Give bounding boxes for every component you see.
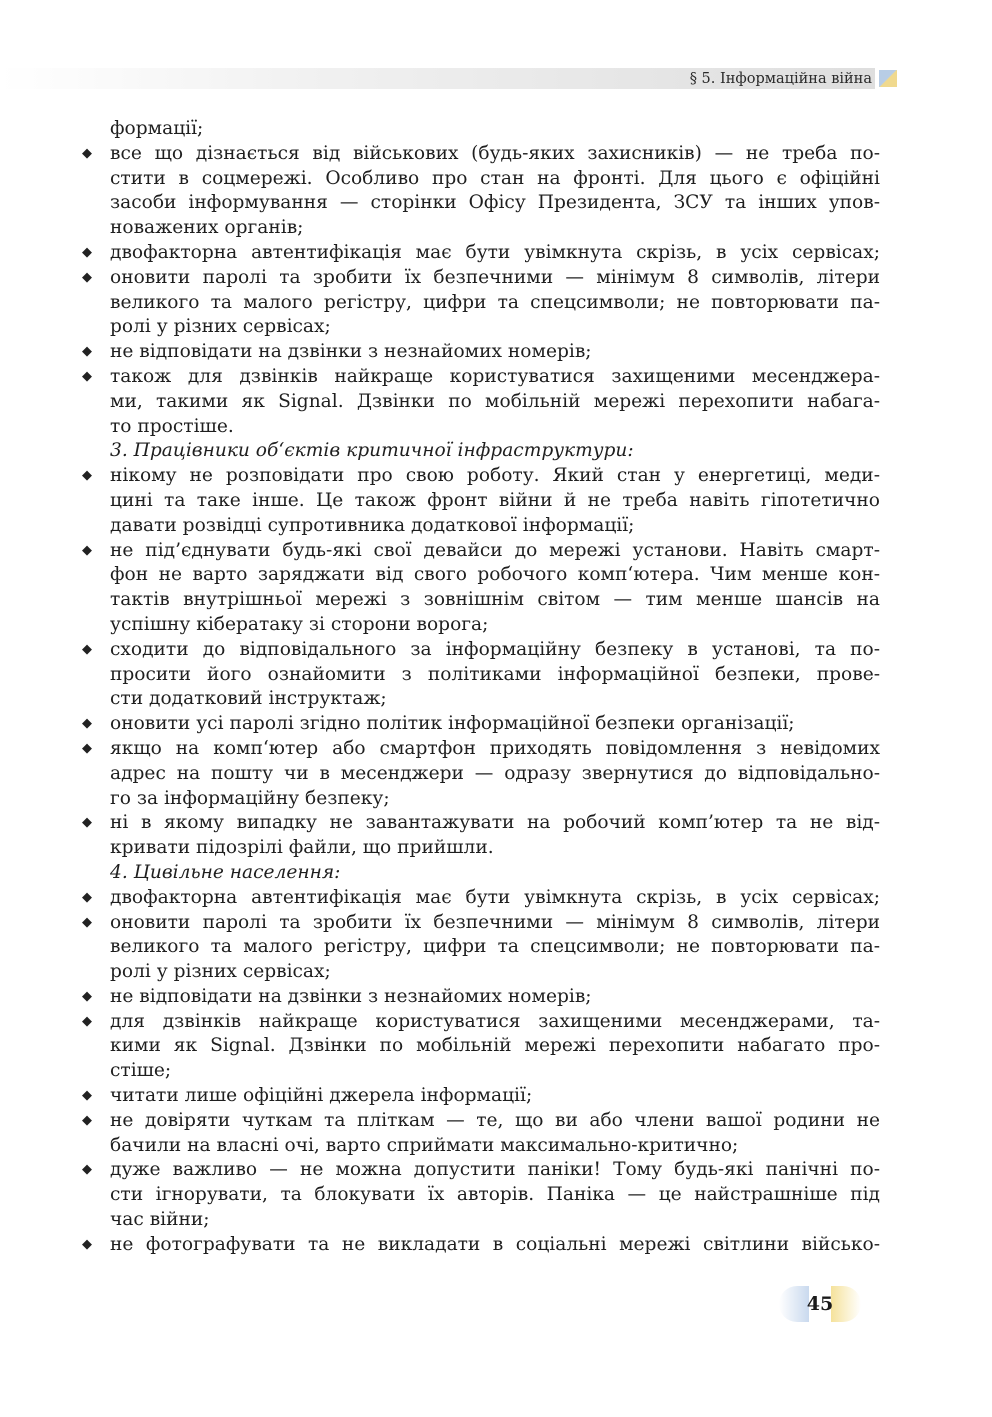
line-text: просити його ознайомити з політиками інформаційної безпеки, прове- <box>110 663 880 685</box>
diamond-bullet-icon: ◆ <box>82 542 92 558</box>
line-text: ні в якому випадку не завантажувати на робочий комп’ютер та не від- <box>110 812 880 834</box>
list-item-line <box>80 886 880 911</box>
line-text: оновити паролі та зробити їх безпечними — мінімум 8 символів, літери <box>110 266 880 288</box>
list-item-line <box>80 241 880 266</box>
corner-mark-icon <box>879 70 897 87</box>
diamond-bullet-icon: ◆ <box>82 1013 92 1029</box>
diamond-bullet-icon: ◆ <box>82 468 92 484</box>
list-item-line <box>80 266 880 291</box>
list-item-line <box>80 911 880 936</box>
text-line <box>80 1134 880 1159</box>
list-item-line <box>80 1010 880 1035</box>
line-text: великого та малого регістру, цифри та спецсимволи; не повторювати па- <box>110 291 880 313</box>
text-line <box>80 291 880 316</box>
text-line <box>80 1059 880 1084</box>
page-number: 45 <box>806 1293 834 1315</box>
line-text: кривати підозрілі файли, що прийшли. <box>110 837 494 859</box>
list-item-line <box>80 1084 880 1109</box>
line-text: читати лише офіційні джерела інформації; <box>110 1085 533 1107</box>
line-text: нікому не розповідати про свою роботу. Який стан у енергетиці, меди- <box>110 465 880 487</box>
line-text: час війни; <box>110 1209 210 1231</box>
diamond-bullet-icon: ◆ <box>82 1236 92 1252</box>
section-heading <box>80 861 880 886</box>
line-text: сти додатковий інструктаж; <box>110 688 387 710</box>
line-text: дуже важливо — не можна допустити паніки! Тому будь-які панічні по- <box>110 1159 880 1181</box>
line-text: 4. Цивільне населення: <box>110 861 341 883</box>
line-text: адрес на пошту чи в месенджери — одразу звернутися до відповідально- <box>110 762 880 784</box>
diamond-bullet-icon: ◆ <box>82 740 92 756</box>
section-heading <box>80 439 880 464</box>
diamond-bullet-icon: ◆ <box>82 269 92 285</box>
line-text: фон не варто заряджати від свого робочого комп‘ютера. Чим менше кон- <box>110 564 880 586</box>
text-line <box>80 1208 880 1233</box>
line-text: оновити паролі та зробити їх безпечними — мінімум 8 символів, літери <box>110 911 880 933</box>
line-text: успішну кібератаку зі сторони ворога; <box>110 613 489 635</box>
list-item-line <box>80 365 880 390</box>
line-text: 3. Працівники об‘єктів критичної інфраструктури: <box>110 440 634 462</box>
diamond-bullet-icon: ◆ <box>82 889 92 905</box>
page-number-badge <box>779 1286 861 1322</box>
text-line <box>80 216 880 241</box>
text-line <box>80 514 880 539</box>
line-text: великого та малого регістру, цифри та спецсимволи; не повторювати па- <box>110 936 880 958</box>
line-text: ролі у різних сервісах; <box>110 961 331 983</box>
line-text: стити в соцмережі. Особливо про стан на фронті. Для цього є офіційні <box>110 167 880 189</box>
line-text: стіше; <box>110 1060 172 1082</box>
line-text: бачили на власні очі, варто сприймати максимально-критично; <box>110 1134 739 1156</box>
line-text: не відповідати на дзвінки з незнайомих номерів; <box>110 985 592 1007</box>
list-item-line <box>80 985 880 1010</box>
line-text: не фотографувати та не викладати в соціальні мережі світлини військо- <box>110 1233 880 1255</box>
line-text: засоби інформування — сторінки Офісу Президента, ЗСУ та інших упов- <box>110 192 880 214</box>
line-text: також для дзвінків найкраще користуватися захищеними месенджера- <box>110 365 880 387</box>
list-item-line <box>80 1109 880 1134</box>
text-line <box>80 663 880 688</box>
diamond-bullet-icon: ◆ <box>82 641 92 657</box>
diamond-bullet-icon: ◆ <box>82 1088 92 1104</box>
line-text: оновити усі паролі згідно політик інформаційної безпеки організації; <box>110 713 795 735</box>
diamond-bullet-icon: ◆ <box>82 1112 92 1128</box>
line-text: тактів внутрішньої мережі з зовнішнім світом — тим менше шансів на <box>110 589 880 611</box>
line-text: давати розвідці супротивника додаткової інформації; <box>110 514 635 536</box>
text-line <box>80 390 880 415</box>
line-text: формації; <box>110 118 204 139</box>
list-item-line <box>80 811 880 836</box>
text-line <box>80 563 880 588</box>
list-item-line <box>80 142 880 167</box>
line-text: сти ігнорувати, та блокувати їх авторів. Паніка — це найстрашніше під <box>110 1184 880 1206</box>
text-line <box>80 935 880 960</box>
list-item-line <box>80 1158 880 1183</box>
diamond-bullet-icon: ◆ <box>82 1162 92 1178</box>
line-text: не відповідати на дзвінки з незнайомих номерів; <box>110 341 592 363</box>
text-line <box>80 787 880 812</box>
diamond-bullet-icon: ◆ <box>82 815 92 831</box>
line-text: двофакторна автентифікація має бути увімкнута скрізь, в усіх сервісах; <box>110 241 880 263</box>
line-text: кими як Signal. Дзвінки по мобільній мережі перехопити набагато про- <box>110 1035 880 1057</box>
text-line <box>80 960 880 985</box>
text-line <box>80 836 880 861</box>
running-header-title: § 5. Інформаційна війна <box>689 71 872 87</box>
line-text: якщо на комп‘ютер або смартфон приходять повідомлення з невідомих <box>110 737 880 759</box>
list-item-line <box>80 712 880 737</box>
list-item-line <box>80 340 880 365</box>
list-item-line <box>80 737 880 762</box>
line-text: новажених органів; <box>110 217 304 239</box>
line-text: ми, такими як Signal. Дзвінки по мобільній мережі перехопити набага- <box>110 390 880 412</box>
diamond-bullet-icon: ◆ <box>82 716 92 732</box>
text-line <box>80 489 880 514</box>
diamond-bullet-icon: ◆ <box>82 244 92 260</box>
line-text: для дзвінків найкраще користуватися захищеними месенджерами, та- <box>110 1010 880 1032</box>
diamond-bullet-icon: ◆ <box>82 988 92 1004</box>
text-line <box>80 167 880 192</box>
line-text: не під’єднувати будь-які свої девайси до мережі установи. Навіть смарт- <box>110 539 880 561</box>
list-item-line <box>80 464 880 489</box>
line-text: го за інформаційну безпеку; <box>110 787 390 809</box>
text-line <box>80 762 880 787</box>
diamond-bullet-icon: ◆ <box>82 145 92 161</box>
list-item-line <box>80 539 880 564</box>
text-line <box>80 191 880 216</box>
text-line <box>80 588 880 613</box>
text-line <box>80 613 880 638</box>
line-text: то простіше. <box>110 415 234 437</box>
list-item-line <box>80 638 880 663</box>
diamond-bullet-icon: ◆ <box>82 344 92 360</box>
diamond-bullet-icon: ◆ <box>82 368 92 384</box>
line-text: все що дізнається від військових (будь-яких захисників) — не треба по- <box>110 142 880 164</box>
text-line <box>80 1183 880 1208</box>
line-text: цині та таке інше. Це також фронт війни й не треба навіть гіпотетично <box>110 489 880 511</box>
line-text: сходити до відповідального за інформаційну безпеку в установі, та по- <box>110 638 880 660</box>
list-item-line <box>80 1233 880 1258</box>
text-line <box>80 1034 880 1059</box>
text-line <box>80 315 880 340</box>
page-body <box>80 117 880 1258</box>
line-text: двофакторна автентифікація має бути увімкнута скрізь, в усіх сервісах; <box>110 886 880 908</box>
diamond-bullet-icon: ◆ <box>82 914 92 930</box>
text-line <box>80 117 880 142</box>
line-text: ролі у різних сервісах; <box>110 316 331 338</box>
text-line <box>80 687 880 712</box>
line-text: не довіряти чуткам та пліткам — те, що ви або члени вашої родини не <box>110 1109 880 1131</box>
text-line <box>80 415 880 440</box>
